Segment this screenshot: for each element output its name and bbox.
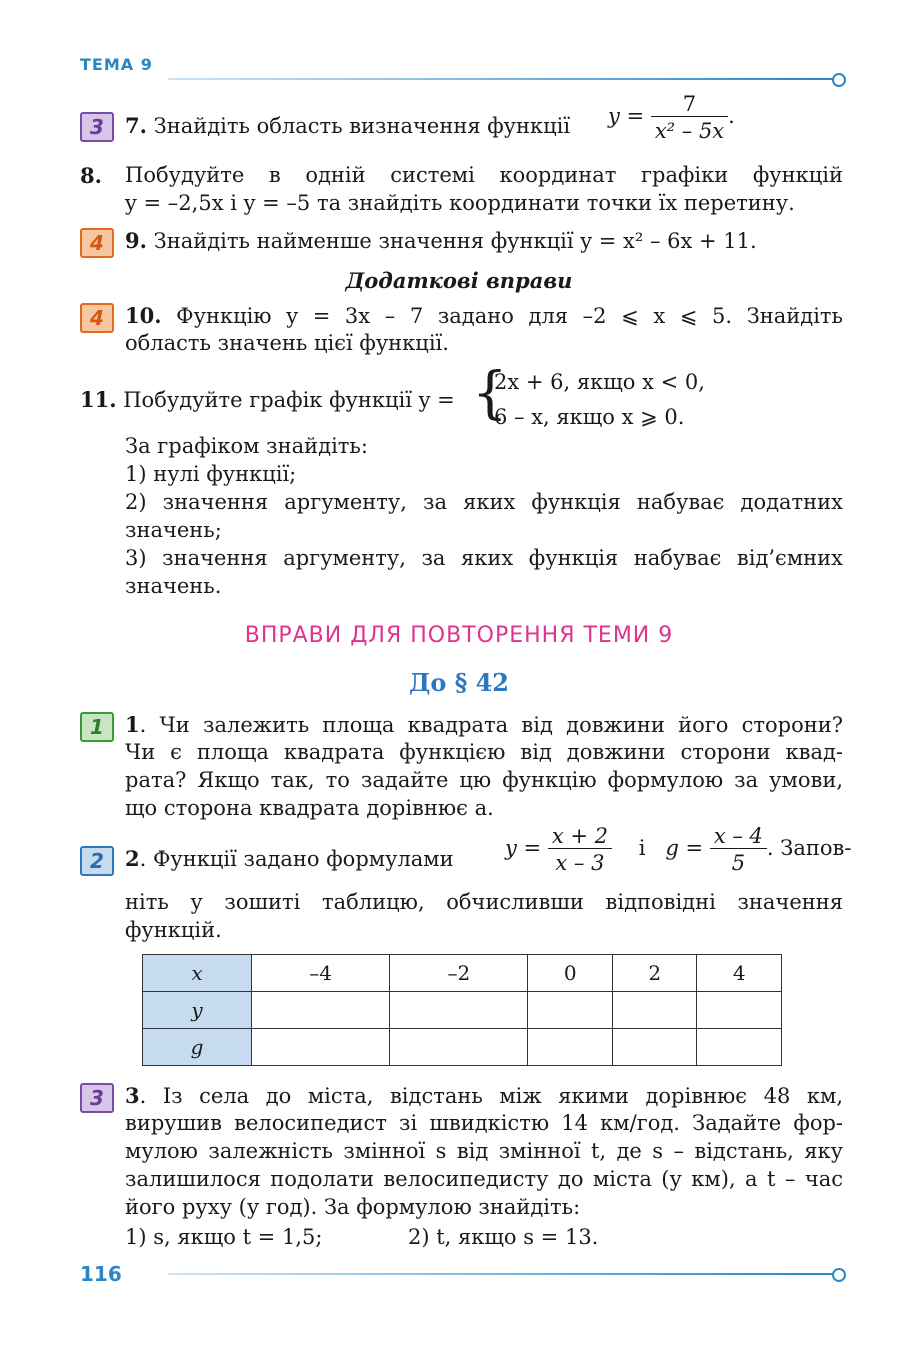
table-cell: 2 xyxy=(612,955,697,992)
difficulty-badge: 2 xyxy=(80,846,114,876)
review-3-line-3: мулою залежність змінної s від змінної t, де s – відстань, яку xyxy=(125,1139,843,1163)
formula-lhs: y = xyxy=(608,104,645,128)
conjunction: і xyxy=(638,836,646,860)
additional-exercises-title: Додаткові вправи xyxy=(345,268,573,293)
exercise-number: 3 xyxy=(125,1083,140,1108)
fraction-y xyxy=(548,824,612,875)
exercise-number: 10. xyxy=(125,303,162,328)
table-cell: 0 xyxy=(528,955,613,992)
exercise-8-line-2: y = –2,5x і y = –5 та знайдіть координати точки їх перетину. xyxy=(125,191,795,215)
exercise-11-item-2: 2) значення аргументу, за яких функція набуває додатних xyxy=(125,490,843,514)
exercise-10-line-2: область значень цієї функції. xyxy=(125,331,449,355)
difficulty-badge: 1 xyxy=(80,712,114,742)
exercise-11-item-3: 3) значення аргументу, за яких функція набуває від’ємних xyxy=(125,546,843,570)
fraction-numerator: 7 xyxy=(682,92,697,116)
fraction-denominator: x – 3 xyxy=(548,848,612,875)
exercise-11-intro: За графіком знайдіть: xyxy=(125,434,368,458)
review-3-question-2: 2) t, якщо s = 13. xyxy=(408,1225,599,1249)
fraction-denominator: x² – 5x xyxy=(651,116,728,143)
review-2-line-1 xyxy=(125,846,454,871)
exercise-10-line-1 xyxy=(125,303,843,328)
exercise-text: . Чи залежить площа квадрата від довжини його сторони? xyxy=(139,713,843,737)
table-cell: –4 xyxy=(252,955,390,992)
header-rule xyxy=(168,78,834,80)
table-cell xyxy=(390,992,528,1029)
exercise-7 xyxy=(125,113,570,138)
review-1-line-4: що сторона квадрата дорівнює a. xyxy=(125,796,494,820)
table-row xyxy=(143,1029,782,1066)
fraction-numerator: x + 2 xyxy=(551,824,608,848)
exercise-text: Функцію y = 3x – 7 задано для –2 ⩽ x ⩽ 5. Знайдіть xyxy=(176,304,843,328)
exercise-number: 2 xyxy=(125,846,140,871)
review-1-line-1 xyxy=(125,712,843,737)
formula-g-lhs: g = xyxy=(665,836,704,860)
exercise-7-formula xyxy=(608,92,735,143)
table-cell xyxy=(612,1029,697,1066)
table-header-cell: y xyxy=(143,992,252,1029)
exercise-number: 7. xyxy=(125,113,147,138)
exercise-number: 1 xyxy=(125,712,140,737)
formula-tail: . xyxy=(728,104,735,128)
exercise-11 xyxy=(80,387,455,412)
header-rule-end-circle xyxy=(832,73,846,87)
exercise-text: Побудуйте графік функції y = xyxy=(123,388,455,412)
table-cell xyxy=(252,1029,390,1066)
difficulty-badge: 3 xyxy=(80,112,114,142)
fraction xyxy=(651,92,728,143)
review-3-question-1: 1) s, якщо t = 1,5; xyxy=(125,1225,323,1249)
paragraph-reference: До § 42 xyxy=(408,668,509,697)
fraction-numerator: x – 4 xyxy=(713,824,763,848)
review-3-line-5: його руху (у год). За формулою знайдіть: xyxy=(125,1195,581,1219)
formula-tail: . Запов- xyxy=(766,836,852,860)
review-2-line-2: ніть у зошиті таблицю, обчисливши відповідні значення xyxy=(125,890,843,914)
table-cell xyxy=(697,1029,782,1066)
review-2-line-3: функцій. xyxy=(125,918,222,942)
footer-rule xyxy=(168,1273,834,1275)
review-1-line-3: рата? Якщо так, то задайте цю функцію формулою за умови, xyxy=(125,768,843,792)
exercise-9 xyxy=(125,228,757,253)
difficulty-badge: 3 xyxy=(80,1083,114,1113)
piecewise-case-2: 6 – x, якщо x ⩾ 0. xyxy=(494,405,685,429)
formula-y-lhs: y = xyxy=(505,836,542,860)
table-cell xyxy=(528,1029,613,1066)
exercise-text: Знайдіть найменше значення функції y = x² – 6x + 11. xyxy=(153,229,757,253)
table-header-cell: g xyxy=(143,1029,252,1066)
fraction-denominator: 5 xyxy=(710,848,767,875)
footer-rule-end-circle xyxy=(832,1268,846,1282)
exercise-11-item-2-cont: значень; xyxy=(125,518,222,542)
difficulty-badge: 4 xyxy=(80,303,114,333)
table-cell xyxy=(697,992,782,1029)
review-1-line-2: Чи є площа квадрата функцією від довжини сторони квад- xyxy=(125,740,843,764)
table-cell xyxy=(528,992,613,1029)
topic-label: ТЕМА 9 xyxy=(80,55,153,74)
review-3-line-2: вирушив велосипедист зі швидкістю 14 км/год. Задайте фор- xyxy=(125,1111,843,1135)
exercise-number: 9. xyxy=(125,228,147,253)
exercise-11-item-3-cont: значень. xyxy=(125,574,222,598)
exercise-8-line-1: Побудуйте в одній системі координат графіки функцій xyxy=(125,163,843,187)
piecewise-case-1: 2x + 6, якщо x < 0, xyxy=(494,370,705,394)
table-cell xyxy=(252,992,390,1029)
table-header-cell: x xyxy=(143,955,252,992)
exercise-number: 8. xyxy=(80,163,102,188)
exercise-11-item-1: 1) нулі функції; xyxy=(125,462,297,486)
piecewise-brace: { xyxy=(472,361,508,426)
difficulty-badge: 4 xyxy=(80,228,114,258)
table-cell xyxy=(390,1029,528,1066)
fraction-g xyxy=(710,824,767,875)
page-number: 116 xyxy=(80,1262,122,1286)
exercise-text: . Функції задано формулами xyxy=(139,847,454,871)
review-2-formula xyxy=(505,824,851,875)
values-table xyxy=(142,954,782,1066)
table-row xyxy=(143,992,782,1029)
table-cell: 4 xyxy=(697,955,782,992)
table-cell: –2 xyxy=(390,955,528,992)
review-section-title: ВПРАВИ ДЛЯ ПОВТОРЕННЯ ТЕМИ 9 xyxy=(244,623,674,648)
exercise-text: . Із села до міста, відстань між якими дорівнює 48 км, xyxy=(139,1084,843,1108)
exercise-number: 11. xyxy=(80,387,117,412)
table-row xyxy=(143,955,782,992)
review-3-line-1 xyxy=(125,1083,843,1108)
exercise-text: Знайдіть область визначення функції xyxy=(153,114,571,138)
table-cell xyxy=(612,992,697,1029)
review-3-line-4: залишилося подолати велосипедисту до міста (у км), а t – час xyxy=(125,1167,843,1191)
